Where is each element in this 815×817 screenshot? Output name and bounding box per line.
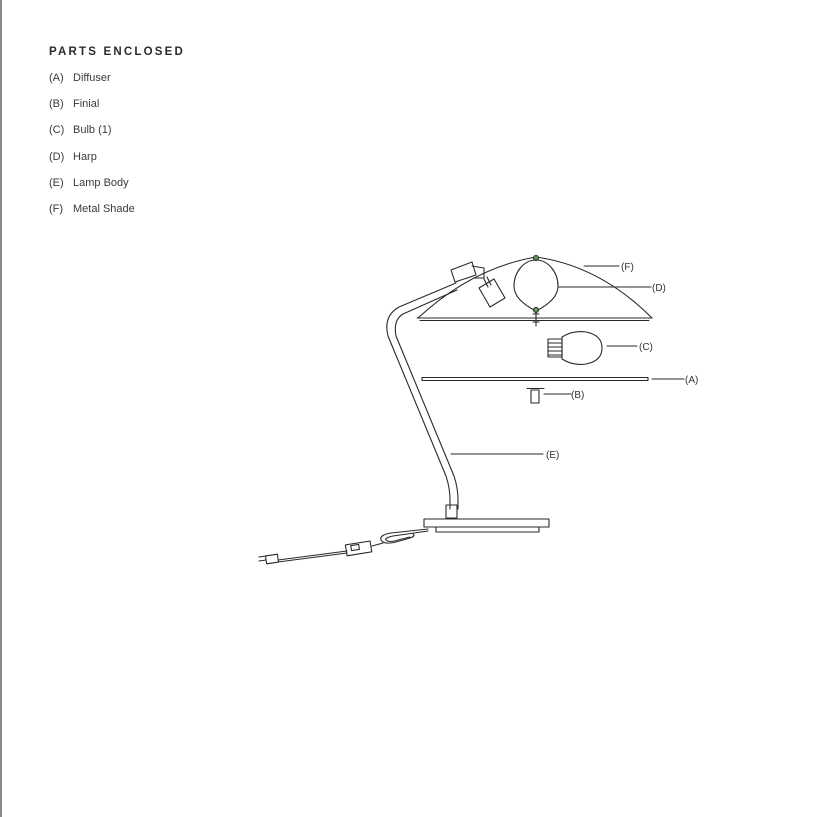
part-letter: (B) bbox=[49, 98, 64, 111]
part-name: Finial bbox=[73, 98, 100, 111]
parts-enclosed-heading: PARTS ENCLOSED bbox=[49, 46, 186, 58]
callout-c: (C) bbox=[639, 342, 653, 353]
callout-b: (B) bbox=[571, 390, 585, 401]
callout-e: (E) bbox=[546, 450, 560, 461]
lamp-body bbox=[387, 262, 549, 532]
diffuser bbox=[422, 378, 648, 381]
part-name: Lamp Body bbox=[73, 176, 129, 189]
power-cord bbox=[259, 529, 428, 564]
callout-f: (F) bbox=[621, 262, 634, 273]
part-name: Diffuser bbox=[73, 72, 111, 84]
part-letter: (A) bbox=[49, 72, 64, 84]
part-letter: (E) bbox=[49, 176, 64, 189]
part-name: Metal Shade bbox=[73, 202, 135, 215]
part-name: Bulb (1) bbox=[73, 124, 112, 137]
part-letter: (D) bbox=[49, 150, 65, 163]
callout-d: (D) bbox=[652, 283, 666, 294]
finial bbox=[527, 389, 544, 404]
part-name: Harp bbox=[73, 150, 97, 163]
harp bbox=[514, 260, 558, 326]
bulb bbox=[548, 332, 602, 365]
leader-lines bbox=[451, 266, 684, 454]
callout-a: (A) bbox=[685, 375, 699, 386]
part-letter: (C) bbox=[49, 124, 65, 137]
part-letter: (F) bbox=[49, 202, 64, 215]
